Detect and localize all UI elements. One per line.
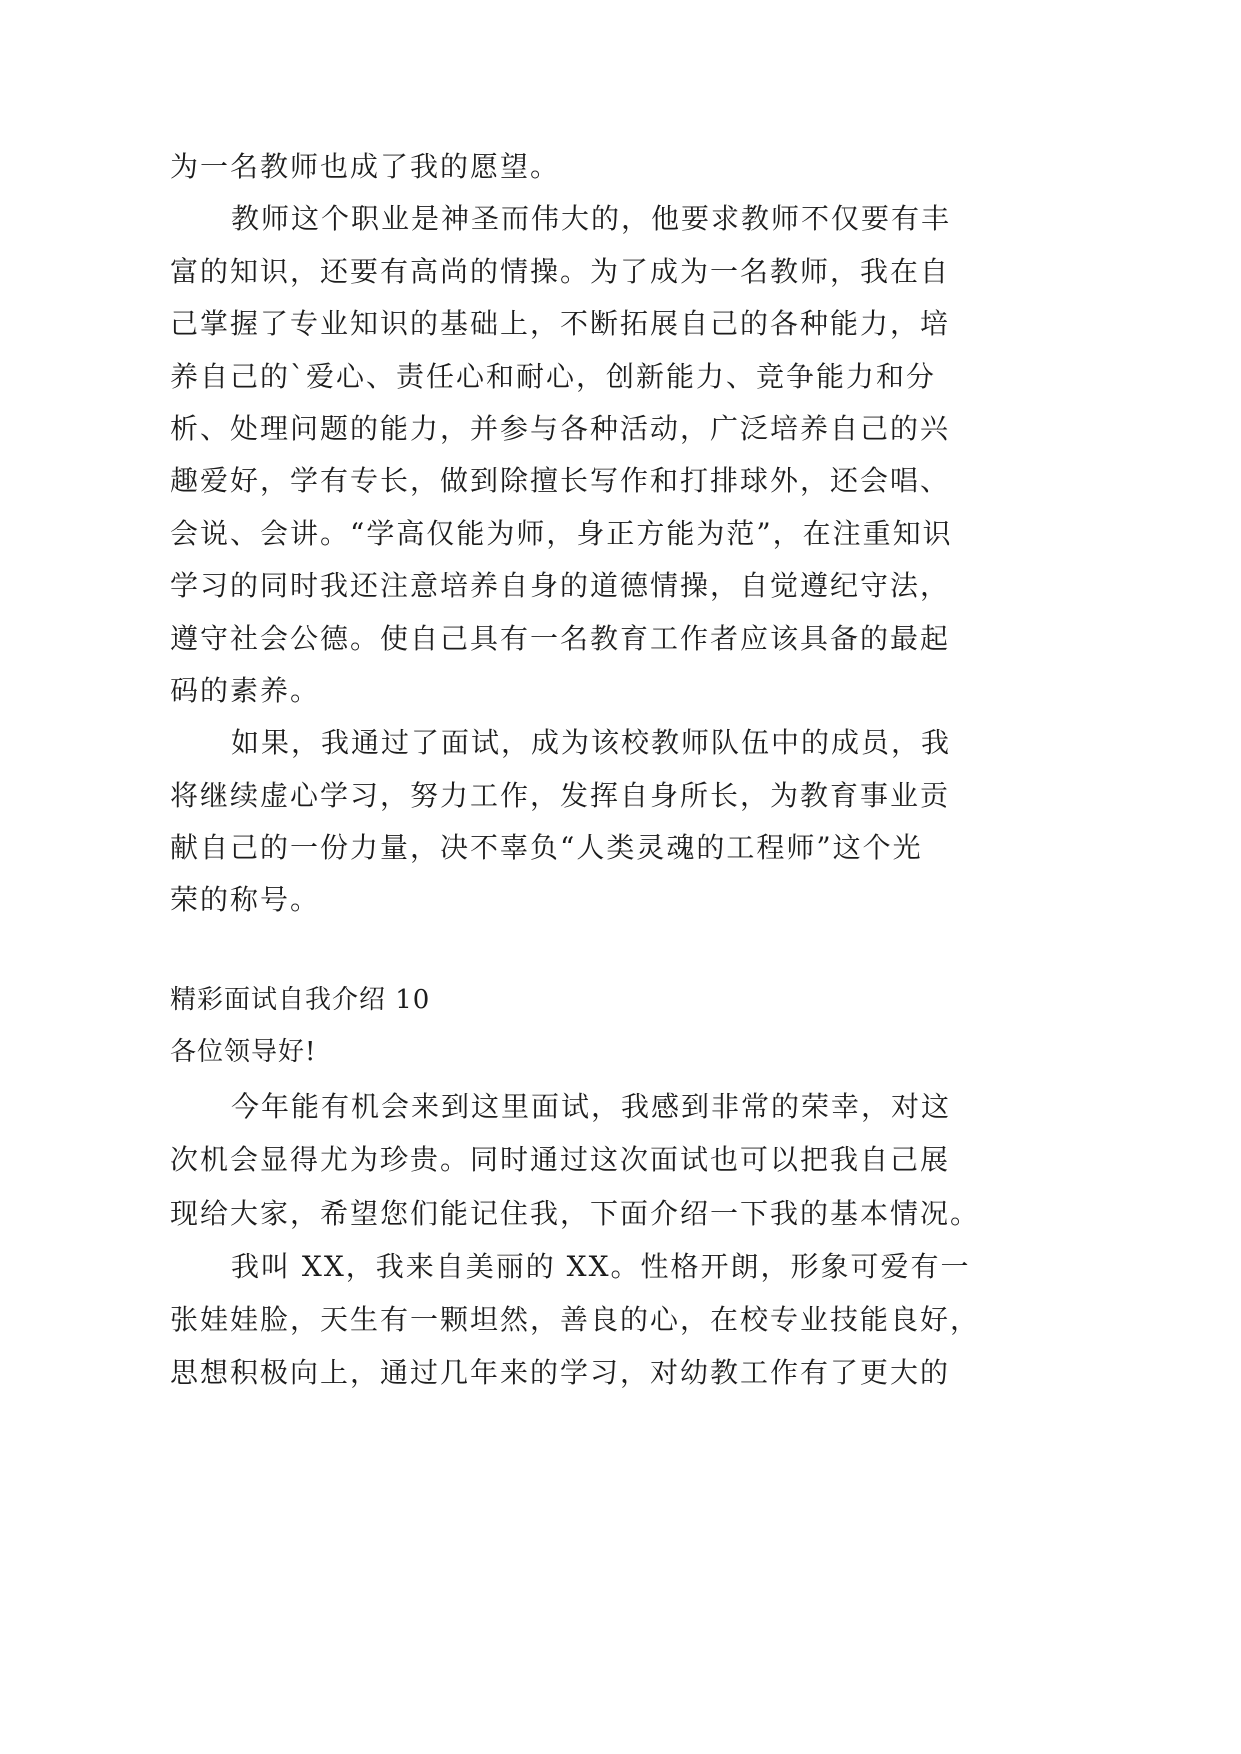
paragraph xyxy=(170,1240,980,1400)
text-line: 思想积极向上，通过几年来的学习，对幼教工作有了更大的 xyxy=(170,1356,951,1390)
section-body xyxy=(170,1080,980,1400)
salutation: 各位领导好! xyxy=(170,1037,317,1067)
text-line: 富的知识，还要有高尚的情操。为了成为一名教师，我在自 xyxy=(170,254,951,288)
text-line: 次机会显得尤为珍贵。同时通过这次面试也可以把我自己展 xyxy=(170,1143,951,1177)
text-line: 为一名教师也成了我的愿望。 xyxy=(170,150,561,183)
text-line: 如果，我通过了面试，成为该校教师队伍中的成员，我 xyxy=(231,726,952,760)
text-line: 我叫 XX，我来自美丽的 XX。性格开朗，形象可爱有一 xyxy=(231,1249,971,1283)
text-line: 养自己的`爱心、责任心和耐心，创新能力、竞争能力和分 xyxy=(170,359,937,393)
text-line: 析、处理问题的能力，并参与各种活动，广泛培养自己的兴 xyxy=(170,411,951,445)
text-line: 张娃娃脸，天生有一颗坦然，善良的心，在校专业技能良好， xyxy=(170,1303,981,1337)
paragraph xyxy=(170,193,953,717)
paragraph xyxy=(170,717,953,927)
text-line: 献自己的一份力量，决不辜负“人类灵魂的工程师”这个光 xyxy=(170,831,923,865)
text-line: 教师这个职业是神圣而伟大的，他要求教师不仅要有丰 xyxy=(231,202,952,236)
section-title: 精彩面试自我介绍 10 xyxy=(170,985,431,1015)
paragraph xyxy=(170,1080,980,1240)
text-line: 遵守社会公德。使自己具有一名教育工作者应该具备的最起 xyxy=(170,621,951,655)
text-line: 今年能有机会来到这里面试，我感到非常的荣幸，对这 xyxy=(231,1090,952,1123)
text-line: 荣的称号。 xyxy=(170,883,321,917)
text-line: 己掌握了专业知识的基础上，不断拓展自己的各种能力，培 xyxy=(170,307,951,341)
previous-section-body xyxy=(170,141,953,927)
text-line: 趣爱好，学有专长，做到除擅长写作和打排球外，还会唱、 xyxy=(170,464,951,498)
paragraph xyxy=(170,141,953,193)
text-line: 会说、会讲。“学高仅能为师，身正方能为范”，在注重知识 xyxy=(170,516,953,550)
text-line: 码的素养。 xyxy=(170,673,321,707)
text-line: 现给大家，希望您们能记住我，下面介绍一下我的基本情况。 xyxy=(170,1196,981,1230)
text-line: 将继续虚心学习，努力工作，发挥自身所长，为教育事业贡 xyxy=(170,778,951,812)
text-line: 学习的同时我还注意培养自身的道德情操，自觉遵纪守法， xyxy=(170,569,951,603)
